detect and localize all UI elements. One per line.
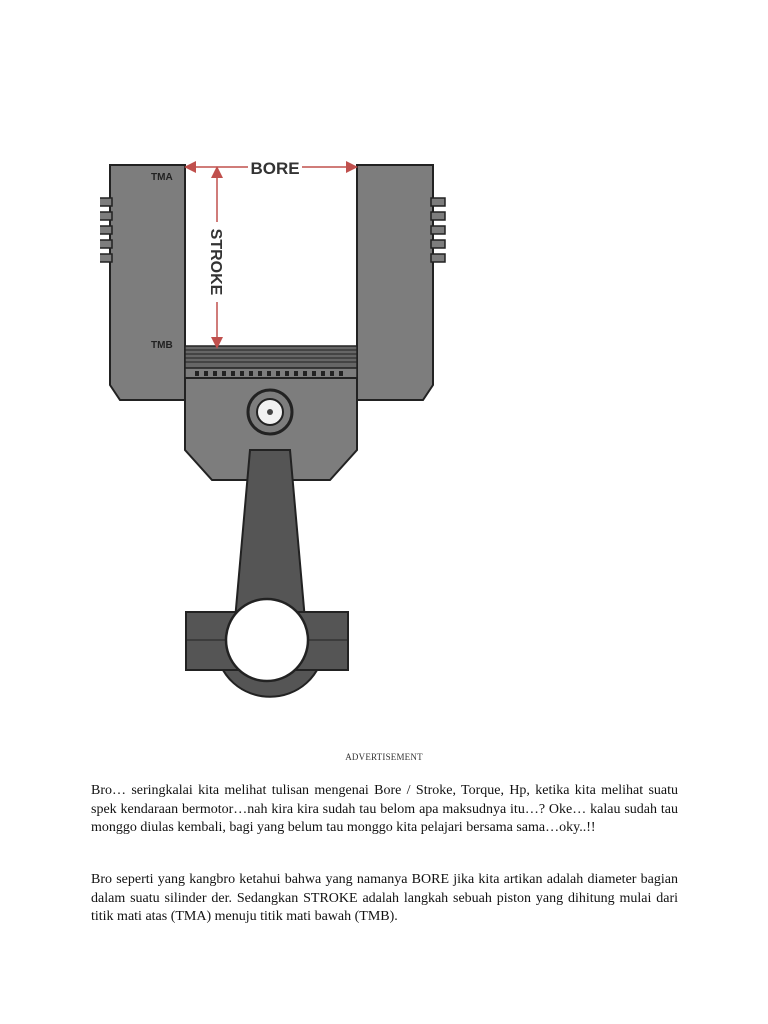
bore-dimension [190,159,352,178]
piston-rings [185,346,357,378]
tmb-label: TMB [151,340,173,351]
cylinder-wall-right [357,165,445,400]
connecting-rod [186,450,348,697]
paragraph-intro: Bro… seringkalai kita melihat tulisan mengenai Bore / Stroke, Torque, Hp, ketika kita melihat suatu spek kendaraan bermotor…nah kira kira sudah tau belom apa maksudnya itu…? Oke… kalau sudah tau monggo diulas kembali, bagi yang belum tau monggo kita pelajari bersama sama…oky..!! [91,783,678,835]
cylinder-wall-left [100,165,185,400]
stroke-label: STROKE [207,228,224,296]
tma-label: TMA [151,172,173,183]
paragraph-bore-stroke: Bro seperti yang kangbro ketahui bahwa yang namanya BORE jika kita artikan adalah diameter bagian dalam suatu silinder der. Sedangkan STROKE adalah langkah sebuah piston yang dihitung mulai dari titik mati atas (TMA) menuju titik mati bawah (TMB). [91,872,678,924]
advertisement-label: ADVERTISEMENT [345,752,423,762]
stroke-dimension [207,172,224,343]
bore-label: BORE [250,159,300,178]
piston-bore-stroke-diagram [100,150,450,730]
